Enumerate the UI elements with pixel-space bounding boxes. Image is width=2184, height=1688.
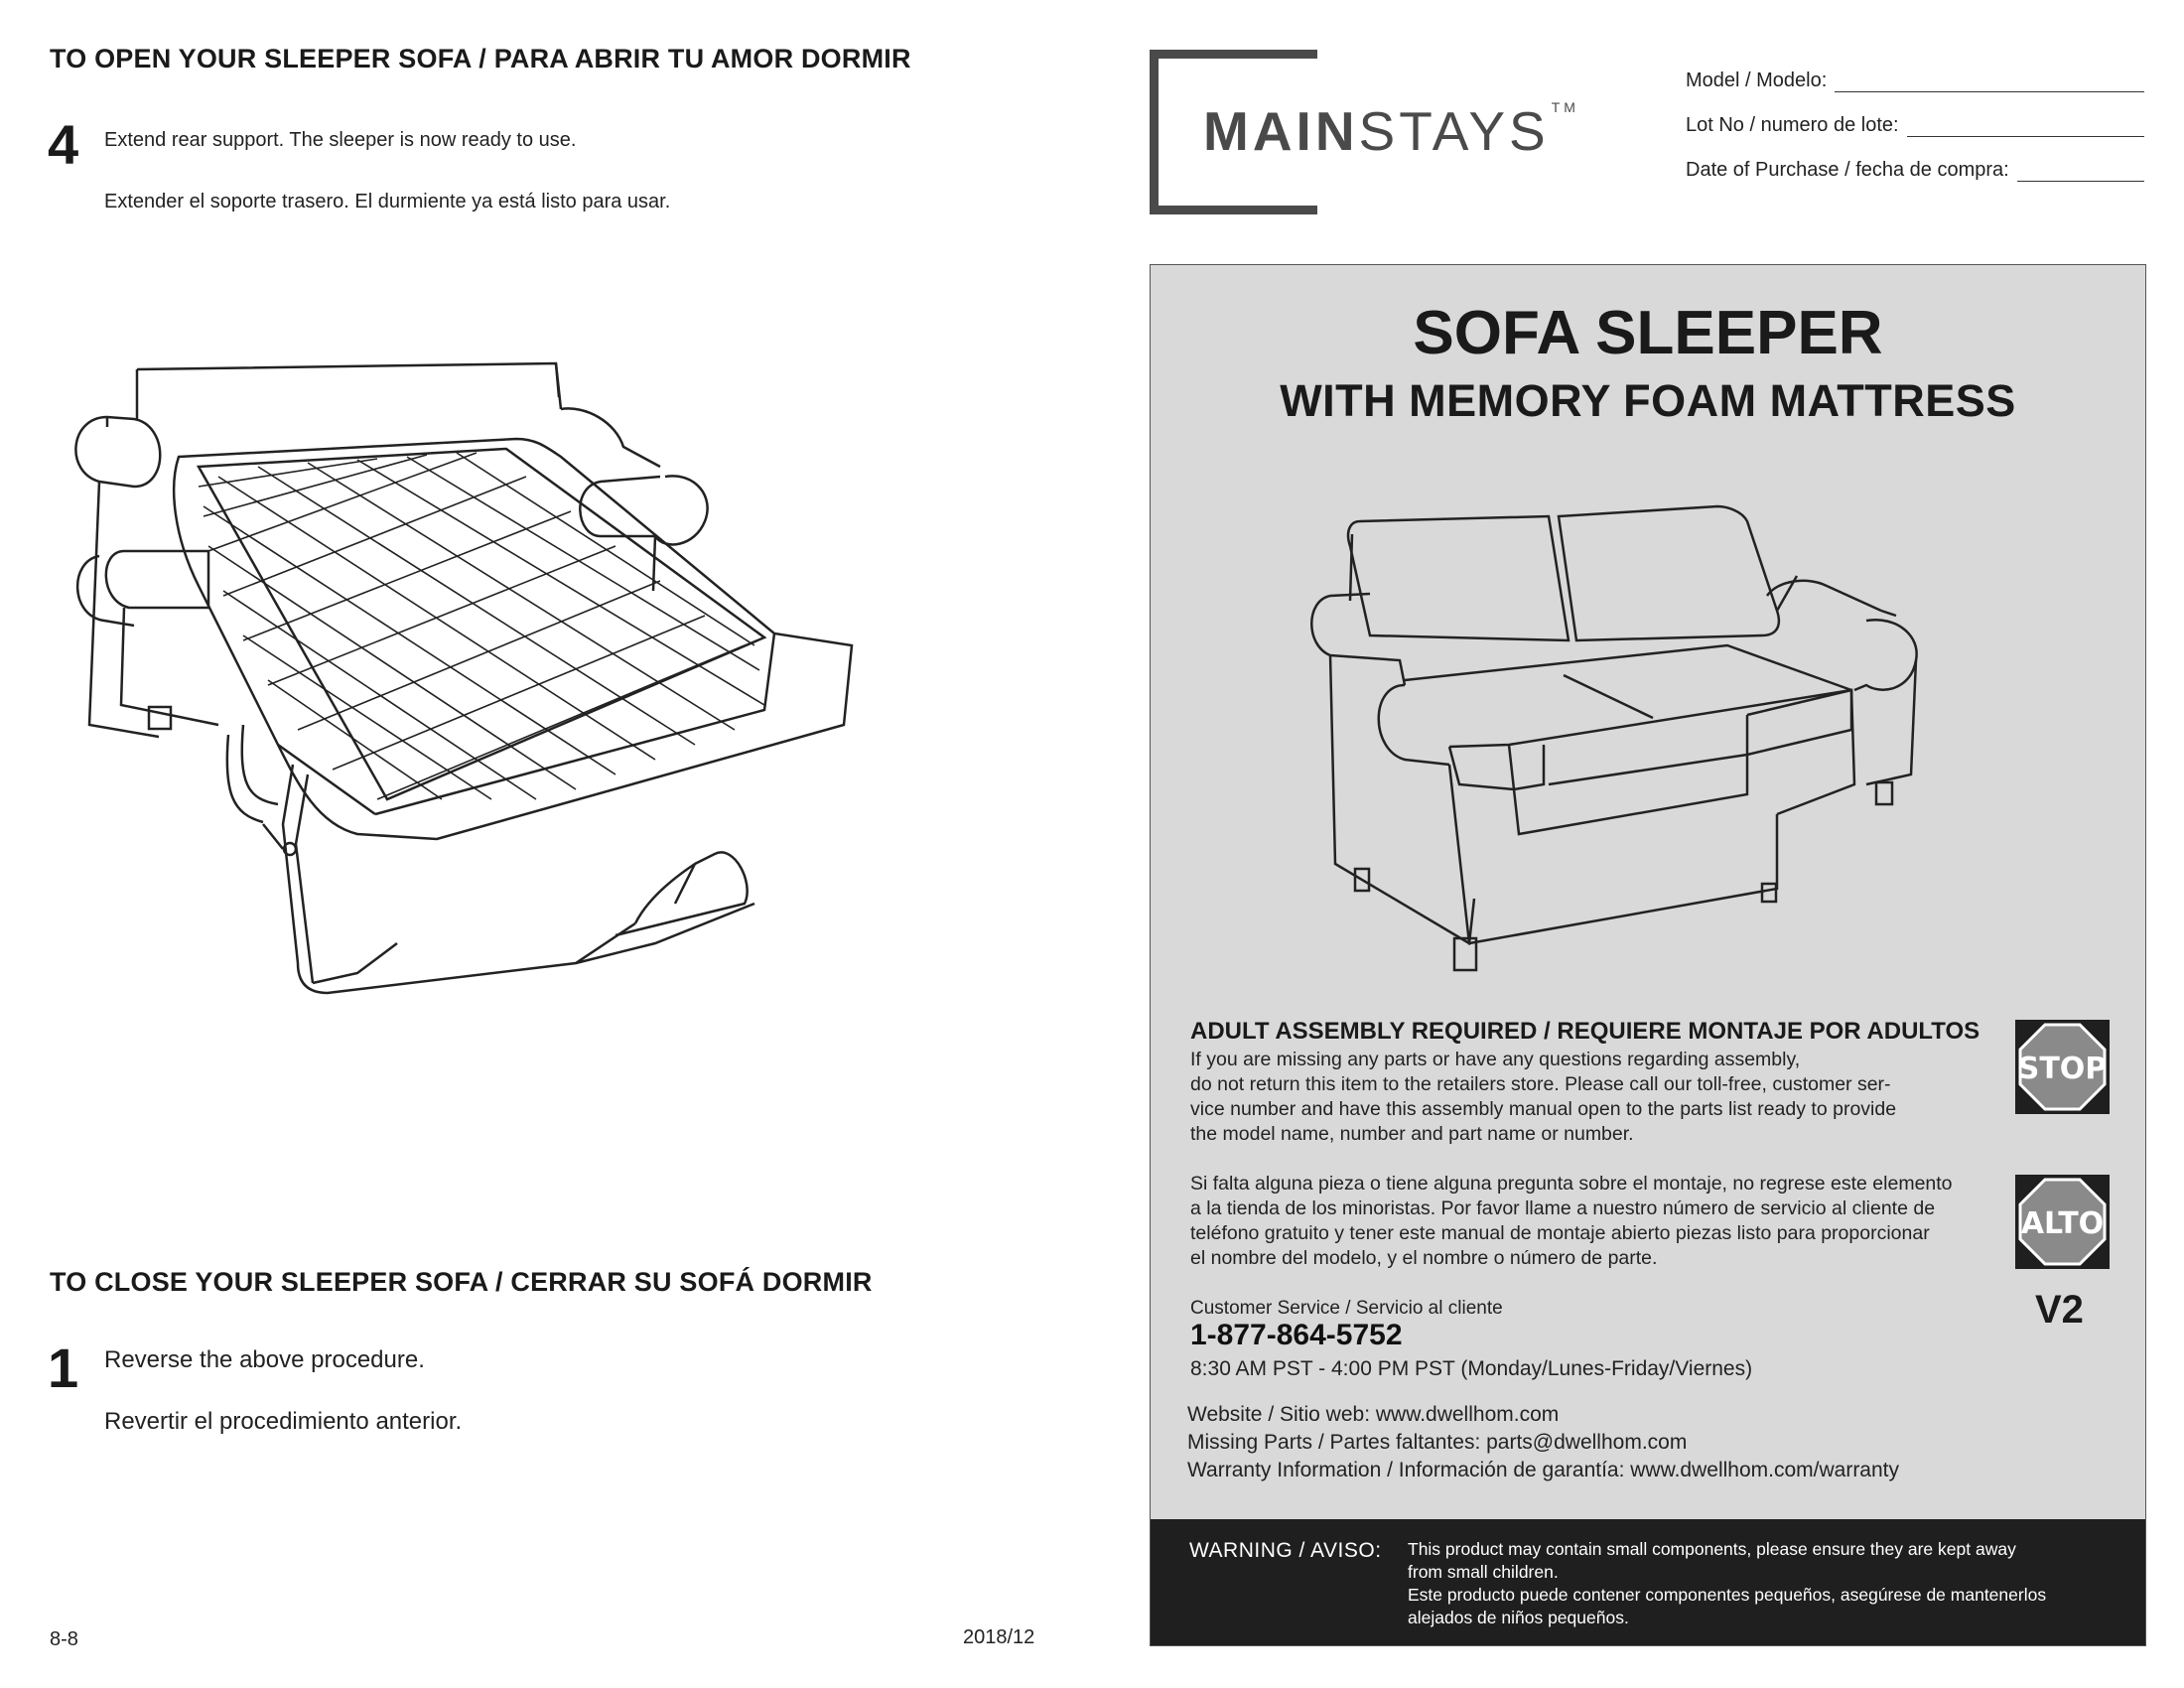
- version-label: V2: [2035, 1288, 2084, 1332]
- purchase-date-field[interactable]: [1686, 159, 2144, 182]
- date-code: 2018/12: [963, 1626, 1035, 1648]
- assembly-text-en: If you are missing any parts or have any questions regarding assembly, do not return this item to the retailers store. Please call our toll-free, customer ser- vice number and have this assembly manual open to the parts list ready to provide the model name, number and part name or number.: [1190, 1049, 1897, 1145]
- assembly-text-es: Si falta alguna pieza o tiene alguna pregunta sobre el montaje, no regrese este elemento a la tienda de los minoristas. Por favor llame a nuestro número de servicio al cliente de teléfono gratuito y tener este manual de montaje abierto piezas listo para proporcionar el nombre del modelo, y el nombre o número de parte.: [1190, 1173, 1953, 1269]
- open-sofa-heading: TO OPEN YOUR SLEEPER SOFA / PARA ABRIR TU AMOR DORMIR: [50, 44, 911, 73]
- svg-text:STOP: STOP: [2017, 1052, 2108, 1086]
- customer-service-label: Customer Service / Servicio al cliente: [1190, 1298, 1503, 1319]
- svg-text:ALTO: ALTO: [2020, 1206, 2105, 1241]
- customer-service-phone[interactable]: 1-877-864-5752: [1190, 1319, 1403, 1351]
- lot-label: Lot No / numero de lote:: [1686, 114, 1899, 136]
- open-step-text-en: Extend rear support. The sleeper is now ready to use.: [104, 129, 577, 151]
- open-sleeper-illustration: [60, 348, 1042, 1033]
- page-number: 8-8: [50, 1628, 78, 1650]
- close-step-text-en: Reverse the above procedure.: [104, 1346, 425, 1373]
- close-step-text-es: Revertir el procedimiento anterior.: [104, 1408, 463, 1435]
- model-label: Model / Modelo:: [1686, 70, 1828, 91]
- contact-info: [1187, 1401, 1899, 1484]
- alto-sign-icon: [2015, 1175, 2110, 1269]
- product-subtitle: WITH MEMORY FOAM MATTRESS: [1280, 375, 2016, 426]
- warning-text: This product may contain small components, please ensure they are kept away from small children. Este producto puede contener componentes pequeños, asegúrese de mantenerlos alejados de niños pequeños.: [1408, 1539, 2047, 1627]
- close-sofa-heading: TO CLOSE YOUR SLEEPER SOFA / CERRAR SU SOFÁ DORMIR: [50, 1267, 873, 1297]
- service-hours: 8:30 AM PST - 4:00 PM PST (Monday/Lunes-Friday/Viernes): [1190, 1357, 1753, 1380]
- model-field[interactable]: [1686, 70, 2144, 92]
- assembly-heading: ADULT ASSEMBLY REQUIRED / REQUIERE MONTAJE POR ADULTOS: [1190, 1018, 1980, 1045]
- closed-sofa-illustration: [1310, 487, 1995, 983]
- product-title: SOFA SLEEPER: [1413, 299, 1883, 367]
- warranty-link[interactable]: Warranty Information / Información de garantía: www.dwellhom.com/warranty: [1187, 1459, 1900, 1481]
- mainstays-logo: MAINSTAYS ™: [1203, 99, 1579, 162]
- stop-sign-icon: [2015, 1020, 2110, 1114]
- purchase-date-line[interactable]: [2017, 163, 2144, 182]
- model-line[interactable]: [1835, 73, 2144, 92]
- open-step-number: 4: [48, 113, 79, 176]
- lot-field[interactable]: [1686, 114, 2144, 137]
- close-step-number: 1: [48, 1336, 79, 1399]
- open-step-text-es: Extender el soporte trasero. El durmiente ya está listo para usar.: [104, 191, 671, 212]
- purchase-date-label: Date of Purchase / fecha de compra:: [1686, 159, 2009, 181]
- missing-parts-email[interactable]: Missing Parts / Partes faltantes: parts@dwellhom.com: [1187, 1431, 1688, 1454]
- warning-label: WARNING / AVISO:: [1189, 1539, 1382, 1562]
- website-link[interactable]: Website / Sitio web: www.dwellhom.com: [1187, 1403, 1560, 1426]
- lot-line[interactable]: [1907, 118, 2144, 137]
